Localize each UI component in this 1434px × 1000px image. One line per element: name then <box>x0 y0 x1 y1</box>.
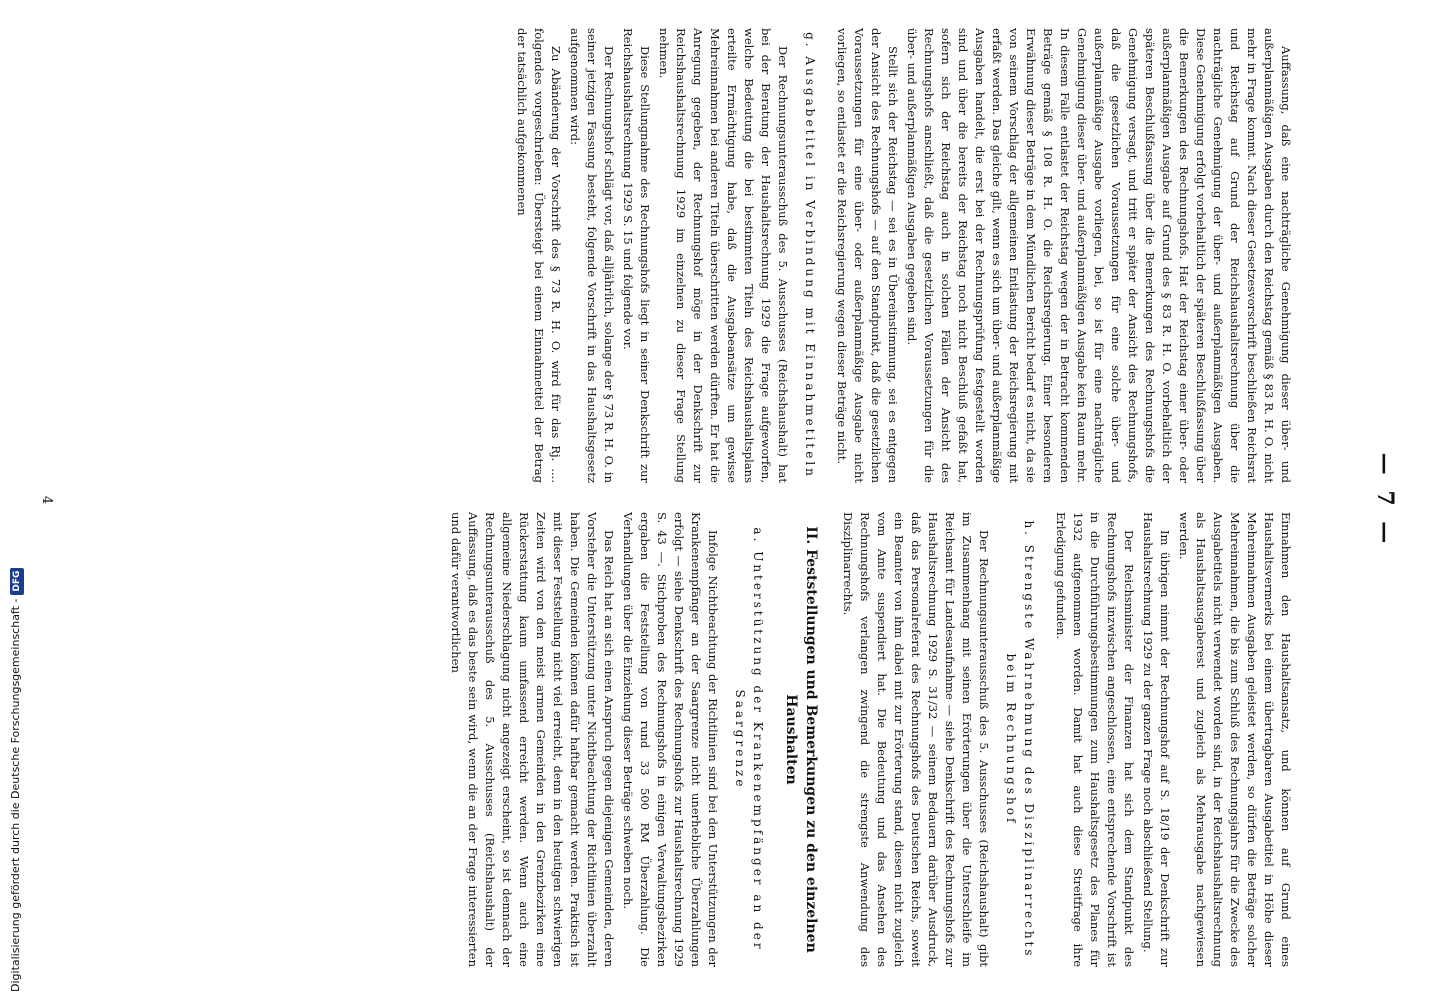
section-heading-h: h. Strengste Wahrnehmung des Disziplinarrechts beim Rechnungshof <box>1004 520 1036 959</box>
paragraph: Im übrigen nimmt der Rechnungshof auf S. 18/19 der Denkschrift zur Haushaltsrechnung 1929 zu der ganzen Frage noch abschließend Stellung. <box>1141 512 1172 967</box>
paragraph: Diese Stellungnahme des Rechnungshofs liegt in seiner Denkschrift zur Reichshaushaltsrechnung 1929 S. 15 und folgende vor. <box>621 28 652 483</box>
paragraph: Der Rechnungshof schlägt vor, daß alljährlich, solange der § 73 R. H. O. in seiner jetzigen Fassung besteht, folgende Vorschrift in das Haushaltsgesetz aufgenommen wird: <box>568 28 616 483</box>
paragraph: Der Reichsminister der Finanzen hat sich dem Standpunkt des Rechnungshofs inzwischen angeschlossen, eine entsprechende Vorschrift ist in die Durchführungsbestimmungen zum Haushaltsgesetz des Planes für 1932 aufgenommen worden. Damit hat auch diese Streitfrage ihre Erledigung gefunden. <box>1054 512 1136 967</box>
right-column <box>64 512 1294 967</box>
paragraph: Der Rechnungsunterausschuß des 5. Ausschusses (Reichshaushalt) hat bei der Beratung der Haushaltsrechnung 1929 die Frage aufgeworfen, welche Bedeutung die bei bestimmten Titeln des Reichshaushaltsplans erteilte Ermächtigung habe, daß die Ausgabeansätze um gewisse Mehreinnahmen bei anderen Titeln überschritten werden dürften. Er hat die Anregung gegeben, der Rechnungshof möge in der Denkschrift zur Reichshaushaltsrechnung 1929 im einzelnen zu dieser Frage Stellung nehmen. <box>657 28 790 483</box>
paragraph: Infolge Nichtbeachtung der Richtlinien sind bei den Unterstützungen der Krankenempfänger an der Saargrenze nicht unerhebliche Überzahlungen erfolgt — siehe Denkschrift des Rechnungshofs zur Haushaltsrechnung 1929 S. 43 —. Stichproben des Rechnungshofs in einigen Verwaltungsbezirken ergaben die Feststellung von rund 33 500 RM Überzahlung. Die Verhandlungen über die Einziehung dieser Beträge schweben noch. <box>621 512 720 967</box>
digitization-credit <box>10 2 24 992</box>
paragraph: Stellt sich der Reichstag — sei es in Übereinstimmung, sei es entgegen der Ansicht des Rechnungshofs — auf den Standpunkt, daß die gesetzlichen Voraussetzungen für eine über- oder außerplanmäßige Ausgabe nicht vorliegen, so entlastet er die Reichsregierung wegen dieser Beträge nicht. <box>835 28 900 483</box>
paragraph: Auffassung, daß eine nachträgliche Genehmigung dieser über- und außerplanmäßigen Ausgaben durch den Reichstag gemäß § 83 R. H. O. nicht mehr in Frage kommt. Nach dieser Gesetzesvorschrift beschließen Reichsrat und Reichstag auf Grund der Reichshaushaltsrechnung über die nachträgliche Genehmigung der über- und außerplanmäßigen Ausgaben. Diese Genehmigung erfolgt vorbehaltlich der späteren Beschlußfassung über die Bemerkungen des Rechnungshofs. Hat der Reichstag einer über- oder außerplanmäßigen Ausgabe auf Grund des § 83 R. H. O. vorbehaltlich der späteren Beschlußfassung über die Bemerkungen des Rechnungshofs die Genehmigung versagt, und tritt er später der Ansicht des Rechnungshofs, daß die gesetzlichen Voraussetzungen für eine solche über- und außerplanmäßige Ausgabe vorliegen, bei, so ist für eine nachträgliche Genehmigung dieser über- und außerplanmäßigen Ausgabe kein Raum mehr. In diesem Falle entlastet der Reichstag wegen der in Betracht kommenden Beträge gemäß § 108 R. H. O. die Reichsregierung. Einer besonderen Erwähnung dieser Beträge in dem Mündlichen Bericht bedarf es nicht, da sie von seinem Vorschlag der allgemeinen Entlastung der Reichsregierung mit erfaßt werden. Das gleiche gilt, wenn es sich um über- und außerplanmäßige Ausgaben handelt, die erst bei der Rechnungsprüfung festgestellt worden sind und über die bereits der Reichstag noch nicht Beschluß gefaßt hat, sofern sich der Reichstag auch in solchen Fällen der Ansicht des Rechnungshofs anschließt, daß die gesetzlichen Voraussetzungen für die über- und außerplanmäßigen Ausgaben gegeben sind. <box>905 28 1293 483</box>
left-column <box>64 28 1294 483</box>
section-heading-g: g. Ausgabetitel in Verbindung mit Einnahmetiteln <box>803 32 817 479</box>
paragraph: Der Rechnungsunterausschuß des 5. Ausschusses (Reichshaushalt) gibt im Zusammenhang mit seinen Erörterungen über die Unterschleife im Reichsamt für Landesaufnahme — siehe Denkschrift des Rechnungshofs zur Haushaltsrechnung 1929 S. 31/32 — seinem Bedauern darüber Ausdruck, daß das Personalreferat des Rechnungshofs des Deutschen Reichs, soweit ein Beamter von ihm dabei mit zur Erörterung stand, diesen nicht zugleich vom Amte suspendiert hat. Die Bedeutung und das Ansehen des Rechnungshofs verlangen zwingend die strengste Anwendung des Disziplinarrechts. <box>841 512 991 967</box>
credit-text: Digitalisierung gefördert durch die Deutsche Forschungsgemeinschaft - <box>9 598 22 992</box>
sheet-signature: 4 <box>39 495 54 505</box>
page-number: — 7 — <box>1372 452 1398 548</box>
paragraph: Zu Abänderung der Vorschrift des § 73 R. H. O. wird für das Rj. .... folgendes vorgeschrieben: Übersteigt bei einem Einnahmetitel der Betrag der tatsächlich aufgekommenen <box>515 28 563 483</box>
section-heading-II: II. Feststellungen und Bemerkungen zu den einzelnen Haushalten <box>783 526 819 953</box>
paragraph: Einnahmen den Haushaltsansatz, und können auf Grund eines Haushaltsvermerks bei einem übertragbaren Ausgabetitel in Höhe dieser Mehreinnahmen Ausgaben geleistet werden, so dürfen die Beträge solcher Mehreinnahmen, die bis zum Schluß des Rechnungsjahrs für die Zwecke des Ausgabetitels nicht verwendet worden sind, in der Reichshaushaltsrechnung als Haushaltsausgaberest und zugleich als Mehrausgabe nachgewiesen werden. <box>1177 512 1293 967</box>
dfg-logo: DFG <box>10 568 24 595</box>
paragraph: Das Reich hat an sich einen Anspruch gegen diejenigen Gemeinden, deren Vorsteher die Unterstützung unter Nichtbeachtung der Richtlinien überzahlt haben. Die Gemeinden können dafür haftbar gemacht werden. Praktisch ist mit dieser Feststellung nicht viel erreicht, denn in den heutigen schwierigen Zeiten wird von den meist armen Gemeinden in den Grenzbezirken eine Rückerstattung kaum umfassend erreicht werden. Wenn auch eine allgemeine Niederschlagung nicht angezeigt erscheint, so ist demnach der Rechnungsunterausschuß des 5. Ausschusses (Reichshaushalt) der Auffassung, daß es das beste sein wird, wenn die an der Frage interessierten und dafür verantwortlichen <box>449 512 616 967</box>
section-heading-a: a. Unterstützung der Krankenempfänger an der Saargrenze <box>733 527 765 952</box>
